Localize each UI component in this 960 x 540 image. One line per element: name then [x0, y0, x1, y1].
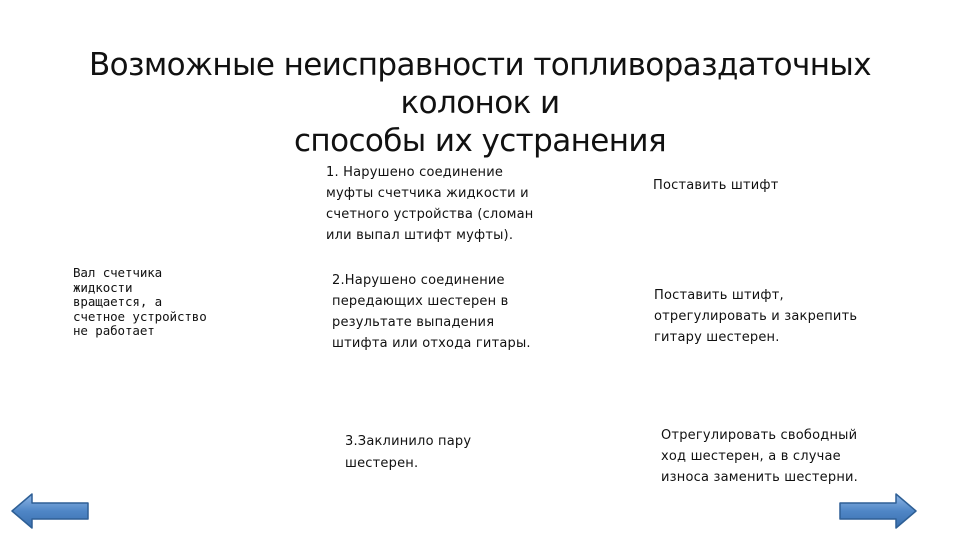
fix-3-text: Отрегулировать свободный ход шестерен, а в случае износа заменить шестерни. [661, 428, 859, 485]
cause-1-text: 1. Нарушено соединение муфты счетчика жидкости и счетного устройства (сломан или выпал штифт муфты). [326, 165, 534, 243]
fix-2-text: Поставить штифт, отрегулировать и закрепить гитару шестерен. [654, 288, 858, 345]
fix-1-text: Поставить штифт [653, 178, 779, 193]
symptom-text: Вал счетчика жидкости вращается, а счетное устройство не работает [73, 265, 207, 338]
cause-2-text: 2.Нарушено соединение передающих шестерен в результате выпадения штифта или отхода гитары. [332, 273, 531, 351]
arrow-left-icon [10, 492, 90, 530]
prev-slide-button[interactable] [10, 492, 90, 530]
cause-3-text: 3.Заклинило пару шестерен. [345, 434, 472, 471]
arrow-right-icon [838, 492, 918, 530]
next-slide-button[interactable] [838, 492, 918, 530]
slide-title: Возможные неисправности топливораздаточных колонок и способы их устранения [88, 47, 872, 159]
